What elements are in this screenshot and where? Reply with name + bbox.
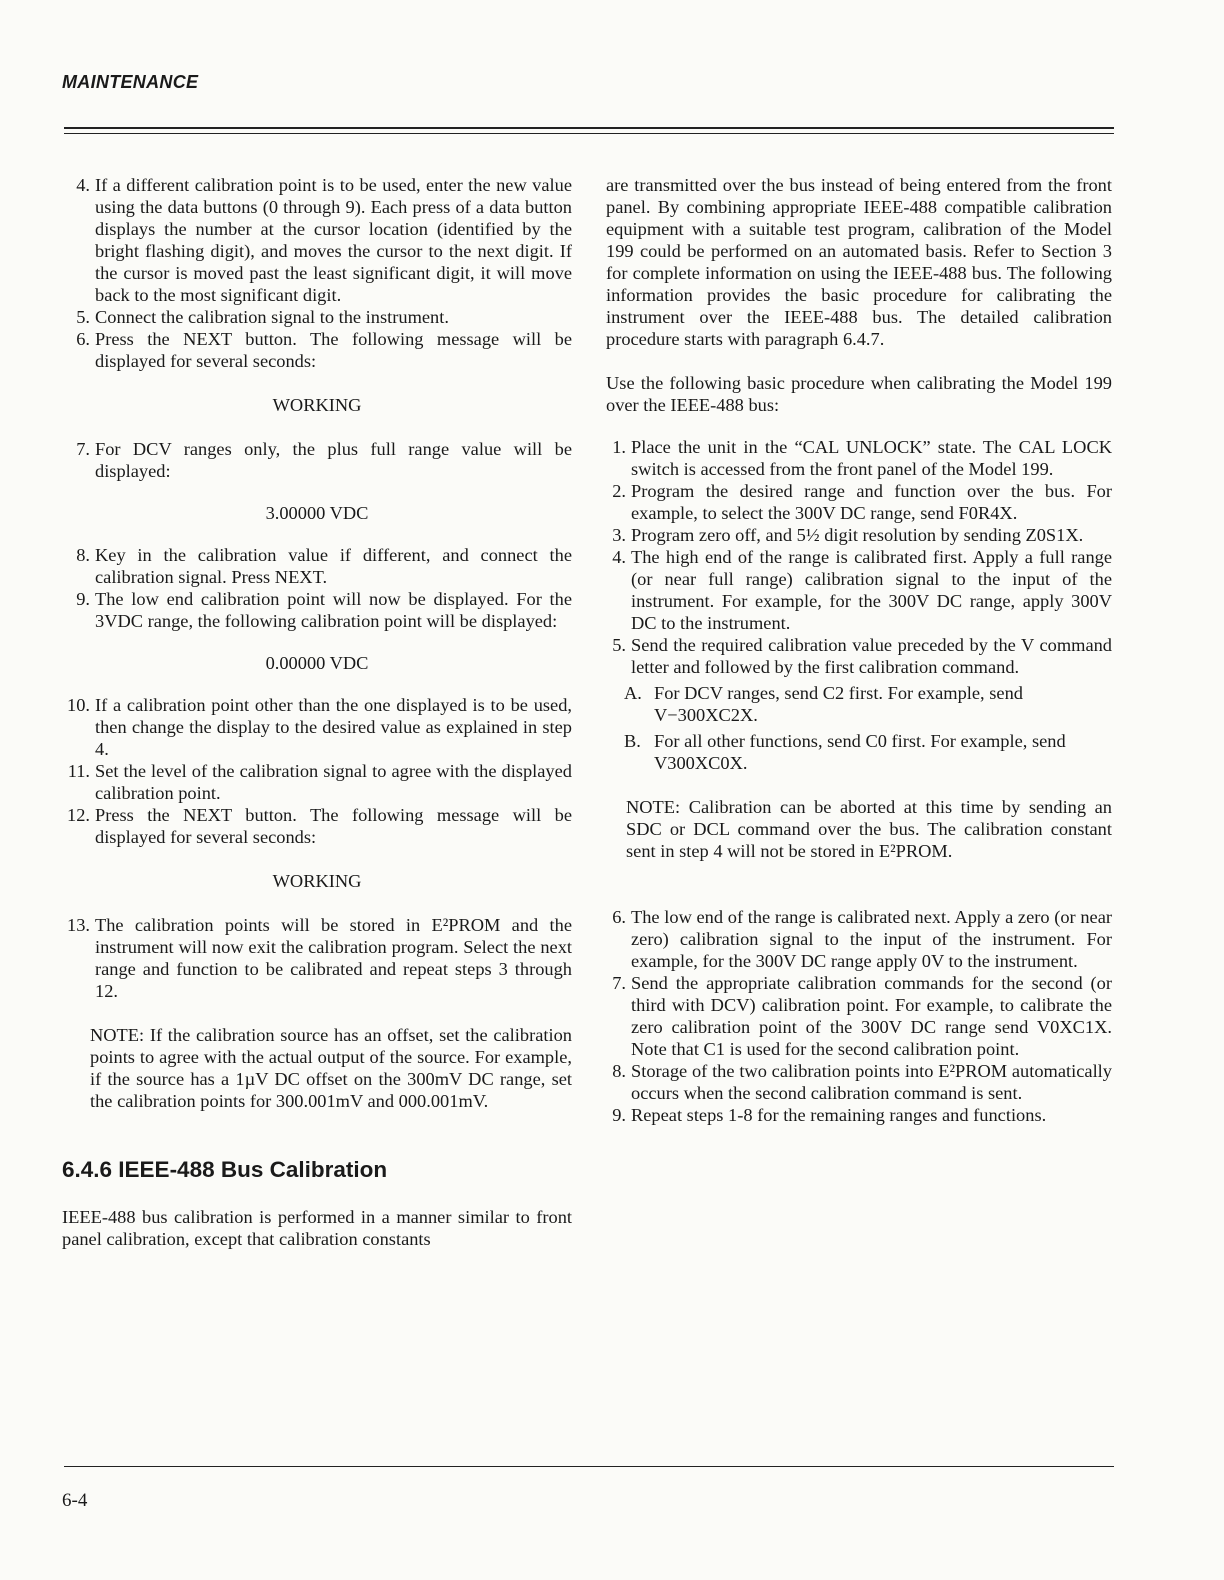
- step-text: The low end of the range is calibrated next. Apply a zero (or near zero) calibration signal to the input of the instrument. For example, for the 300V DC range apply 0V to the instrument.: [631, 907, 1112, 971]
- step-number: 6.: [76, 329, 90, 349]
- step-text: Set the level of the calibration signal to agree with the displayed calibration point.: [95, 761, 572, 803]
- section-paragraph: IEEE-488 bus calibration is performed in a manner similar to front panel calibration, except that calibration constants: [62, 1207, 572, 1249]
- step-number: 8.: [76, 545, 90, 565]
- step-number: 9.: [76, 589, 90, 609]
- step-number: 2.: [612, 481, 626, 501]
- step-letter: B.: [624, 731, 641, 751]
- step-number: 12.: [67, 805, 90, 825]
- step-7: [62, 438, 572, 482]
- step-number: 3.: [612, 525, 626, 545]
- display-message-working: WORKING: [272, 871, 362, 891]
- step-10: [62, 694, 572, 760]
- step-6: [62, 328, 572, 372]
- step-text: Place the unit in the “CAL UNLOCK” state. The CAL LOCK switch is accessed from the front panel of the Model 199.: [631, 437, 1112, 479]
- left-column: [62, 174, 572, 1250]
- step-13: [62, 914, 572, 1002]
- step-number: 7.: [76, 439, 90, 459]
- step-text: The high end of the range is calibrated first. Apply a full range (or near full range) calibration signal to the input of the instrument. For example, for the 300V DC range, apply 300V DC to the instrument.: [631, 547, 1112, 633]
- step-text: Send the required calibration value preceded by the V command letter and followed by the first calibration command.: [631, 635, 1112, 677]
- step-text: Program zero off, and 5½ digit resolution by sending Z0S1X.: [631, 525, 1084, 545]
- step-text: The low end calibration point will now be displayed. For the 3VDC range, the following calibration point will be displayed:: [95, 589, 572, 631]
- footer-rule: [64, 1466, 1114, 1467]
- right-column: [606, 174, 1112, 1126]
- step-5: [62, 306, 572, 328]
- step-11: [62, 760, 572, 804]
- bus-step-9: [606, 1104, 1112, 1126]
- step-letter: A.: [624, 683, 642, 703]
- step-4: [62, 174, 572, 306]
- step-number: 6.: [612, 907, 626, 927]
- step-text: If a calibration point other than the one displayed is to be used, then change the display to the desired value as explained in step 4.: [95, 695, 572, 759]
- step-text: For DCV ranges only, the plus full range value will be displayed:: [95, 439, 572, 481]
- page-number: 6-4: [62, 1490, 88, 1511]
- section-heading: 6.4.6 IEEE-488 Bus Calibration: [62, 1157, 388, 1182]
- step-number: 4.: [612, 547, 626, 567]
- abort-note: NOTE: Calibration can be aborted at this time by sending an SDC or DCL command over the bus. The calibration constant sent in step 4 will not be stored in E²PROM.: [626, 797, 1112, 861]
- step-number: 4.: [76, 175, 90, 195]
- step-text: Send the appropriate calibration commands for the second (or third with DCV) calibration point. For example, to calibrate the zero calibration point of the 300V DC range send V0XC1X. Note that C1 is used for the second calibration point.: [631, 973, 1112, 1059]
- step-12: [62, 804, 572, 848]
- step-number: 11.: [67, 761, 90, 781]
- bus-step-5a: [624, 682, 1112, 726]
- step-number: 5.: [76, 307, 90, 327]
- step-number: 8.: [612, 1061, 626, 1081]
- step-number: 5.: [612, 635, 626, 655]
- header-rule-thin: [64, 133, 1114, 134]
- step-text: For DCV ranges, send C2 first. For example, send V−300XC2X.: [654, 683, 1023, 725]
- step-number: 9.: [612, 1105, 626, 1125]
- step-text: Press the NEXT button. The following message will be displayed for several seconds:: [95, 805, 572, 847]
- bus-step-1: [606, 436, 1112, 480]
- bus-step-5: [606, 634, 1112, 678]
- bus-step-2: [606, 480, 1112, 524]
- step-text: Connect the calibration signal to the instrument.: [95, 307, 449, 327]
- step-number: 1.: [612, 437, 626, 457]
- step-text: The calibration points will be stored in E²PROM and the instrument will now exit the calibration program. Select the next range and function to be calibrated and repeat steps 3 through 12.: [95, 915, 572, 1001]
- bus-step-5b: [624, 730, 1112, 774]
- step-text: For all other functions, send C0 first. For example, send V300XC0X.: [654, 731, 1066, 773]
- step-8: [62, 544, 572, 588]
- bus-step-4: [606, 546, 1112, 634]
- header-rule-thick: [64, 127, 1114, 129]
- step-text: Program the desired range and function over the bus. For example, to select the 300V DC range, send F0R4X.: [631, 481, 1112, 523]
- continued-paragraph: are transmitted over the bus instead of being entered from the front panel. By combining appropriate IEEE-488 compatible calibration equipment with a suitable test program, calibration of the Model 199 could be performed on an automated basis. Refer to Section 3 for complete information on using the IEEE-488 bus. The following information provides the basic procedure for calibrating the instrument over the IEEE-488 bus. The detailed calibration procedure starts with paragraph 6.4.7.: [606, 175, 1112, 349]
- step-number: 7.: [612, 973, 626, 993]
- step-text: If a different calibration point is to be used, enter the new value using the data buttons (0 through 9). Each press of a data button displays the number at the cursor location (identified by the bright flashing digit), and moves the cursor to the next digit. If the cursor is moved past the least significant digit, it will move back to the most significant digit.: [95, 175, 572, 305]
- step-text: Repeat steps 1-8 for the remaining ranges and functions.: [631, 1105, 1047, 1125]
- bus-step-7: [606, 972, 1112, 1060]
- page-header-title: MAINTENANCE: [62, 72, 199, 92]
- bus-step-8: [606, 1060, 1112, 1104]
- step-9: [62, 588, 572, 632]
- display-message-vdc-zero: 0.00000 VDC: [265, 653, 369, 673]
- step-number: 13.: [67, 915, 90, 935]
- display-message-working: WORKING: [272, 395, 362, 415]
- step-text: Key in the calibration value if different, and connect the calibration signal. Press NEXT.: [95, 545, 572, 587]
- bus-step-6: [606, 906, 1112, 972]
- display-message-vdc-full: 3.00000 VDC: [265, 503, 369, 523]
- step-text: Press the NEXT button. The following message will be displayed for several seconds:: [95, 329, 572, 371]
- calibration-offset-note: NOTE: If the calibration source has an offset, set the calibration points to agree with the actual output of the source. For example, if the source has a 1µV DC offset on the 300mV DC range, set the calibration points for 300.001mV and 000.001mV.: [90, 1025, 572, 1111]
- bus-step-3: [606, 524, 1112, 546]
- step-number: 10.: [67, 695, 90, 715]
- procedure-intro: Use the following basic procedure when calibrating the Model 199 over the IEEE-488 bus:: [606, 373, 1112, 415]
- step-text: Storage of the two calibration points into E²PROM automatically occurs when the second calibration command is sent.: [631, 1061, 1112, 1103]
